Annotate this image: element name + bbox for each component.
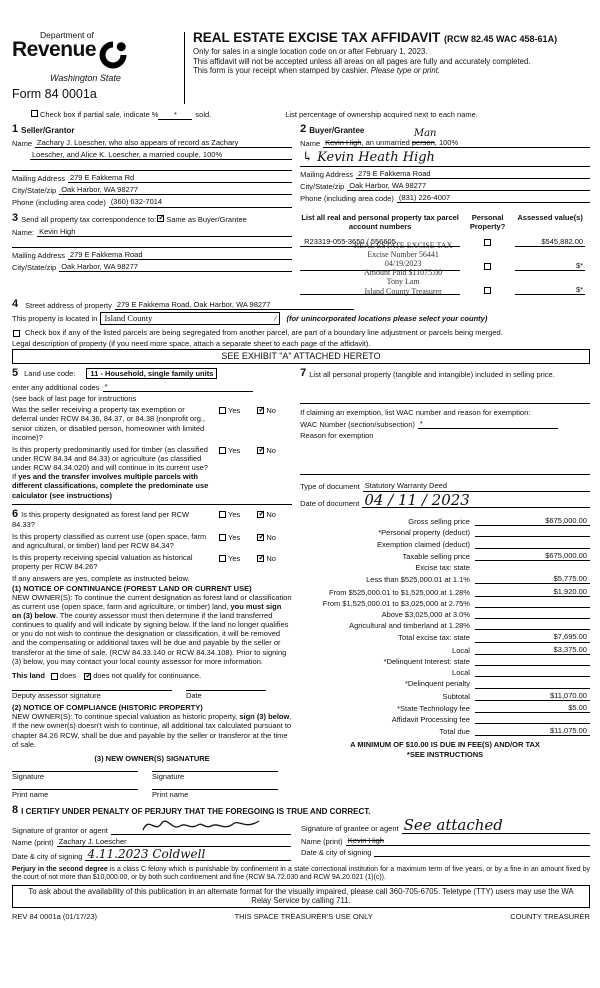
seller-grantor-section: 1 Seller/Grantor Name Zachary J. Loescher, who also appears of record as Zachary Loescher, and Alice K. Loescher, a married couple, 100% Mailing Address 279 E Fakkema Rd City/State/zip Oak Harbor, WA 98277 Phone (including area code) (360) 632-7014 <box>12 124 298 209</box>
legal-description-label: Legal description of property (if you need more space, attach a separate sheet to each page of the affidavit). <box>12 338 371 348</box>
parcel-header-personal: Personal Property? <box>469 212 506 231</box>
timber-yes-checkbox[interactable] <box>219 447 226 454</box>
affidavit-processing-fee[interactable] <box>475 715 590 724</box>
tier4-tax[interactable] <box>475 610 590 619</box>
ownership-note: List percentage of ownership acquired next to each name. <box>285 110 478 119</box>
question-forest-land: 6 Is this property designated as forest land per RCW 84.33? Yes ✓ No <box>12 509 292 529</box>
personal-property-deduct[interactable] <box>475 528 590 537</box>
question-current-use: Is this property classified as current use (open space, farm and agricultural, or timber) land per RCW 84.34? Yes ✓ No <box>12 532 292 550</box>
grantor-signature-field[interactable] <box>111 819 291 835</box>
reason-exemption-label: Reason for exemption <box>300 431 374 441</box>
personal-property-checkbox-1[interactable] <box>484 239 491 246</box>
agricultural-tax[interactable] <box>475 621 590 630</box>
document-date-field[interactable]: 04 / 11 / 2023 <box>362 494 590 509</box>
historical-yes-checkbox[interactable] <box>219 555 226 562</box>
section-divider <box>12 504 292 505</box>
excise-tax-state-header <box>475 563 590 572</box>
county-treasurer-label: COUNTY TREASURER <box>510 911 590 921</box>
grantor-signature-block: Signature of grantor or agent Name (print) Zachary J. Loescher Date & city of signing 4.11.2023 Coldwell <box>12 819 301 863</box>
wac-number-field[interactable]: * <box>418 419 558 429</box>
see-back-note: (see back of last page for instructions <box>12 394 137 404</box>
seller-city-state-zip[interactable]: Oak Harbor, WA 98277 <box>59 185 292 195</box>
exemption-yes-checkbox[interactable] <box>219 407 226 414</box>
assessed-value-3[interactable]: $* <box>515 285 585 295</box>
land-does-not-checkbox[interactable] <box>84 673 91 680</box>
personal-property-intro: List all personal property (tangible and intangible) included in selling price. <box>309 369 555 379</box>
correspondence-name-line2[interactable] <box>12 239 292 248</box>
department-of-label: Department of <box>40 30 94 40</box>
land-does-checkbox[interactable] <box>51 673 58 680</box>
form-number: Form 84 0001a <box>12 87 97 102</box>
delinquent-penalty[interactable] <box>475 680 590 689</box>
if-yes-note: If any answers are yes, complete as instructed below. <box>12 574 190 584</box>
question-timber-use: Is this property predominantly used for timber (as classified under RCW 84.34 and 84.33) or agriculture (as classified under RCW 84.34.020) and will continue in its current use? If yes and the transfer involves multiple parcels with different classifications, complete the predominate use calculator (see instructions) Yes ✓ No <box>12 445 292 500</box>
footer-row <box>12 912 590 921</box>
buyer-name-struck: Kevin High <box>325 137 362 147</box>
header-note-1: Only for sales in a single location code on or after February 1, 2023. <box>193 47 428 57</box>
seller-name-line2[interactable]: Loescher, and Alice K. Loescher, a married couple, 100% <box>30 150 292 160</box>
notice-compliance-text: NEW OWNER(S): To continue special valuation as historic property, sign (3) below. If the new owner(s) doesn't wish to continue, all additional tax calculated pursuant to chapter 84.26 RCW, shall be due and payable by the seller or transferor at the time of sale. <box>12 712 292 749</box>
buyer-mailing-address[interactable]: 279 E Fakkema Road <box>356 169 590 179</box>
correspondence-name[interactable]: Kevin High <box>37 227 292 237</box>
exemption-no-checkbox[interactable] <box>257 407 264 414</box>
certification-section: 8 I CERTIFY UNDER PENALTY OF PERJURY THAT THE FOREGOING IS TRUE AND CORRECT. Signature of grantor or agent Name (print) Zachary J. Loescher Date & city of signing 4.11.2023 Coldwell Signature of grantee or agent See attached Name (print) Kevin High Date & city of signing <box>12 805 590 863</box>
seller-mailing-address[interactable]: 279 E Fakkema Rd <box>68 173 292 183</box>
form-title: REAL ESTATE EXCISE TAX AFFIDAVIT (RCW 82.45 WAC 458-61A) <box>193 30 558 45</box>
grantor-signature-scribble <box>141 816 271 834</box>
buyer-section-title: Buyer/Grantee <box>309 126 365 136</box>
seller-name-line3[interactable] <box>12 162 292 171</box>
minimum-fee-note: A MINIMUM OF $10.00 IS DUE IN FEE(S) AND/OR TAX *SEE INSTRUCTIONS <box>350 740 540 759</box>
segregated-parcels-label: Check box if any of the listed parcels are being segregated from another parcel, are part of a boundary line adjustment or parcels being merged. <box>25 327 503 337</box>
correspondence-city[interactable]: Oak Harbor, WA 98277 <box>59 262 292 272</box>
tier3-tax[interactable] <box>475 599 590 608</box>
current-use-yes-checkbox[interactable] <box>219 534 226 541</box>
land-use-code-field[interactable]: 11 - Household, single family units <box>86 368 217 379</box>
delinquent-interest-local[interactable] <box>475 668 590 677</box>
grantor-print-name[interactable]: Zachary J. Loescher <box>57 837 291 847</box>
alternate-format-notice: To ask about the availability of this publication in an alternate format for the visually impaired, please call 360-705-6705. Teletype (TTY) users may use the WA Relay Service by calling 711. <box>12 885 590 908</box>
parcel-number-1[interactable]: R23319-055-3650 / 556605 <box>300 237 460 247</box>
treasurer-excise-stamp: REAL ESTATE EXCISE TAX Excise Number 56441 04/19/2023 Amount Paid $11075.00 Tony Lam Island County Treasurer <box>353 240 453 296</box>
notice-continuance-text: NEW OWNER(S): To continue the current designation as forest land or classification as current use (open space, farm and agriculture, or timber) land, you must sign on (3) below. The county assessor must then determine if the land transferred continues to qualify and will indicate by signing below. If the land no longer qualifies or you do not wish to continue the designation or classification, it will be removed and the compensating or additional taxes will be due and payable by the seller or transferor at the time of sale. (RCW 84.33.140 or RCW 84.34.108). Prior to signing (3) below, you may contact your local county assessor for more information. <box>12 592 292 666</box>
notice-compliance-title: (2) NOTICE OF COMPLIANCE (HISTORIC PROPERTY) <box>12 703 203 713</box>
personal-property-checkbox-2[interactable] <box>484 263 491 270</box>
historical-no-checkbox[interactable] <box>257 555 264 562</box>
header-note-2: This affidavit will not be accepted unless all areas on all pages are fully and accurately completed. <box>193 56 531 66</box>
partial-sale-row: Check box if partial sale, indicate % * sold. List percentage of ownership acquired next to each name. <box>30 110 590 120</box>
partial-sale-percent-field[interactable]: * <box>158 110 192 120</box>
parcel-header-accounts: List all real and personal property tax parcel account numbers <box>301 212 459 231</box>
question-historical: Is this property receiving special valuation as historical property per RCW 84.26? Yes ✓ No <box>12 553 292 571</box>
local-tax[interactable]: $3,375.00 <box>475 645 590 655</box>
reason-exemption-field[interactable] <box>300 466 590 475</box>
forest-no-checkbox[interactable] <box>257 511 264 518</box>
buyer-name-line[interactable]: Kevin High, an unmarried Man person, 100% <box>323 138 590 148</box>
perjury-notice: Perjury in the second degree is a class C felony which is punishable by confinement in a state correctional institution for a maximum term of five years, or by a fine in an amount fixed by the court of not more than $10,000.00, or by both such confinement and fine (RCW 9A.72.030 and RCW 9A.20.021 (1)(c)). <box>12 865 590 882</box>
excise-tax-table: Gross selling price $675,000.00 *Personal property (deduct) Exemption claimed (deduct) Taxable selling price $675,000.00 Excise tax: state Less than $525,000.01 at 1.1% $5,775.00 From $525,000.01 to $1,525,000 at 1.28% $1,920.00 From $1,525,000.01 to $3,025,000 at 2.75% Above $3,025,000 at 3.0% Agricultural and timberland at 1.28% Total excise tax: state $7,695.00 Local $3,375.00 *Delinquent Interest: state Local *Delinquent penalty Subtotal $11,070.00 *State Technology fee $5.00 Affidavit Processing fee Total due $11,075.00 <box>300 516 590 736</box>
timber-no-checkbox[interactable] <box>257 447 264 454</box>
rev-number: REV 84 0001a (01/17/23) <box>12 911 98 921</box>
gross-selling-price[interactable]: $675,000.00 <box>475 516 590 526</box>
buyer-city-state-zip[interactable]: Oak Harbor, WA 98277 <box>347 181 590 191</box>
same-as-buyer-label: Same as Buyer/Grantee <box>166 214 247 224</box>
deputy-assessor-label: Deputy assessor signature <box>12 690 101 700</box>
personal-property-list-field[interactable] <box>300 395 590 404</box>
parcel-table <box>298 213 590 296</box>
man-annotation: Man <box>413 127 437 139</box>
land-use-column: 5 Land use code: 11 - Household, single family units enter any additional codes * (see back of last page for instructions Was the seller receiving a property tax exemption or deferral under RCW 84.36, 84.37, or 84.38 (nonprofit org., senior citizen, or disabled person, homeowner with limited income)? Yes ✓ No Is this property predominantly used for timber (as classified under RCW 84.34 and 84.33) or agriculture (as classified under RCW 84.34.020) and will continue in its current use? If yes and the transfer involves multiple parcels with different classifications, complete the predominate use calculator (see instructions) Yes ✓ No 6 Is this property designated as forest land per RCW 84.33? Yes ✓ No Is this property classified as current use (open space, farm and agricultural, or timber) land per RCW 84.34? Yes ✓ No Is this property receiving special valuation as historical property per RCW 84.26? Yes ✓ No If any answers are yes, complete as instructed below. (1) NOTICE OF CONTINUANCE (FOREST LAND OR CURRENT USE) NEW OWNER(S): To continue the current designation as forest land or classification as current use (open space, farm and agriculture, or timber) land, you must sign on (3) below. The county assessor must then determine if the land transferred continues to qualify and will indicate by signing below. If the land no longer qualifies or you do not wish to continue the designation or classification, it will be removed and the compensating or additional taxes will be due and payable by the seller or transferor at the time of sale. (RCW 84.33.140 or RCW 84.34.108). Prior to signing (3) below, you may contact your local county assessor for more information. This land does ✓ does not qualify for continuance. Deputy assessor signature Date (2) NOTICE OF COMPLIANCE (HISTORIC PROPERTY) NEW OWNER(S): To continue special valuation as historic property, sign (3) below. If the new owner(s) doesn't wish to continue, all additional tax calculated pursuant to chapter 84.26 RCW, shall be due and payable by the seller or transferor at the time of sale. (3) NEW OWNER(S) SIGNATURE Signature Signature Print name Print name <box>12 368 298 799</box>
assessed-value-1[interactable]: $545,882.00 <box>515 237 585 247</box>
exemption-claimed-deduct[interactable] <box>475 540 590 549</box>
assessed-value-2[interactable]: $* <box>515 261 585 271</box>
subtotal[interactable]: $11,070.00 <box>475 691 590 701</box>
header-note-3: This form is your receipt when stamped by cashier. Please type or print. <box>193 66 441 76</box>
rcw-reference: (RCW 82.45 WAC 458-61A) <box>444 34 558 44</box>
street-address-field[interactable]: 279 E Fakkema Road, Oak Harbor, WA 98277 <box>115 300 355 310</box>
same-as-buyer-checkbox[interactable] <box>157 215 164 222</box>
tier1-tax[interactable]: $5,775.00 <box>475 574 590 584</box>
seller-section-title: Seller/Grantor <box>21 126 75 136</box>
washington-state-label: Washington State <box>50 72 121 83</box>
dor-swirl-logo-icon <box>98 40 128 72</box>
total-due[interactable]: $11,075.00 <box>475 726 590 736</box>
additional-codes-field[interactable]: * <box>103 382 253 392</box>
revenue-wordmark: Revenue <box>12 38 97 62</box>
grantee-signature-field[interactable]: See attached <box>402 819 590 834</box>
legal-description-field[interactable]: SEE EXHIBIT "A" ATTACHED HERETO <box>12 349 590 364</box>
treasurer-use-label: THIS SPACE TREASURER'S USE ONLY <box>234 911 373 921</box>
buyer-phone[interactable]: (831) 226-4007 <box>397 193 590 203</box>
segregated-parcels-checkbox[interactable] <box>13 330 20 337</box>
partial-sale-checkbox[interactable] <box>31 110 38 117</box>
dor-logo-block <box>12 30 180 104</box>
county-note: (for unincorporated locations please select your county) <box>286 313 488 323</box>
tax-correspondence-section: 3 Send all property tax correspondence to: ✓ Same as Buyer/Grantee Name: Kevin High Mailing Address 279 E Fakkema Road City/State/zip Oak Harbor, WA 98277 <box>12 213 298 296</box>
personal-property-checkbox-3[interactable] <box>484 287 491 294</box>
buyer-grantee-section: 2 Buyer/Grantee Name Kevin High, an unmarried Man person, 100% ↳ Kevin Heath High Mailing Address 279 E Fakkema Road City/State/zip Oak Harbor, WA 98277 Phone (including area code) (831) 226-4007 <box>298 124 590 209</box>
certify-statement: I CERTIFY UNDER PENALTY OF PERJURY THAT THE FOREGOING IS TRUE AND CORRECT. <box>21 807 371 817</box>
document-type-field[interactable]: Statutory Warranty Deed <box>363 481 590 491</box>
header-divider <box>184 32 185 104</box>
seller-name-line1[interactable]: Zachary J. Loescher, who also appears of record as Zachary <box>35 138 292 148</box>
grantor-date-city[interactable]: 4.11.2023 Coldwell <box>85 849 291 861</box>
parcel-header-assessed: Assessed value(s) <box>517 212 583 222</box>
current-use-no-checkbox[interactable] <box>257 534 264 541</box>
grantee-signature-block: Signature of grantee or agent See attached Name (print) Kevin High Date & city of signing <box>301 819 590 863</box>
forest-yes-checkbox[interactable] <box>219 511 226 518</box>
delinquent-interest-state[interactable] <box>475 657 590 666</box>
exemption-intro: If claiming an exemption, list WAC number and reason for exemption: <box>300 408 531 418</box>
notice-continuance-title: (1) NOTICE OF CONTINUANCE (FOREST LAND OR CURRENT USE) <box>12 583 252 593</box>
taxable-selling-price[interactable]: $675,000.00 <box>475 551 590 561</box>
county-select[interactable]: Island County / <box>100 312 280 324</box>
total-excise-state[interactable]: $7,695.00 <box>475 632 590 642</box>
grantee-date-city[interactable] <box>374 848 590 857</box>
state-technology-fee[interactable]: $5.00 <box>475 703 590 713</box>
question-tax-exemption: Was the seller receiving a property tax exemption or deferral under RCW 84.36, 84.37, or 84.38 (nonprofit org., senior citizen, or disabled person, homeowner with limited income)? Yes ✓ No <box>12 405 292 442</box>
tier2-tax[interactable]: $1,920.00 <box>475 587 590 597</box>
buyer-handwritten-name[interactable]: ↳ Kevin Heath High <box>300 150 590 167</box>
correspondence-mailing[interactable]: 279 E Fakkema Road <box>68 250 292 260</box>
property-address-section: 4 Street address of property 279 E Fakkema Road, Oak Harbor, WA 98277 This property is located in Island County / (for unincorporated locations please select your county) Check box if any of the listed parcels are being segregated from another parcel, are part of a boundary line adjustment or parcels being merged. Legal description of property (if you need more space, attach a separate sheet to each page of the affidavit). SEE EXHIBIT "A" ATTACHED HERETO <box>12 299 590 364</box>
selling-price-column: 7 List all personal property (tangible and intangible) included in selling price. If claiming an exemption, list WAC number and reason for exemption: WAC Number (section/subsection) * Reason for exemption Type of document Statutory Warranty Deed Date of document 04 / 11 / 2023 Gross selling price $675,000.00 *Personal property (deduct) Exemption claimed (deduct) Taxable selling price $675,000.00 Excise tax: state Less than $525,000.01 at 1.1% $5,775.00 From $525,000.01 to $1,525,000 at 1.28% $1,920.00 From $1,525,000.01 to $3,025,000 at 2.75% Above $3,025,000 at 3.0% Agricultural and timberland at 1.28% Total excise tax: state $7,695.00 Local $3,375.00 *Delinquent Interest: state Local *Delinquent penalty Subtotal $11,070.00 *State Technology fee $5.00 Affidavit Processing fee Total due $11,075.00 A MINIMUM OF $10.00 IS DUE IN FEE(S) AND/OR TAX *SEE INSTRUCTIONS <box>298 368 590 799</box>
form-header <box>12 30 590 104</box>
seller-phone[interactable]: (360) 632-7014 <box>109 197 292 207</box>
grantee-print-name-line[interactable] <box>436 837 590 846</box>
deputy-date-label: Date <box>186 690 202 700</box>
grantee-print-name[interactable]: Kevin High <box>346 836 436 846</box>
new-owner-signature-title: (3) NEW OWNER(S) SIGNATURE <box>94 753 210 763</box>
